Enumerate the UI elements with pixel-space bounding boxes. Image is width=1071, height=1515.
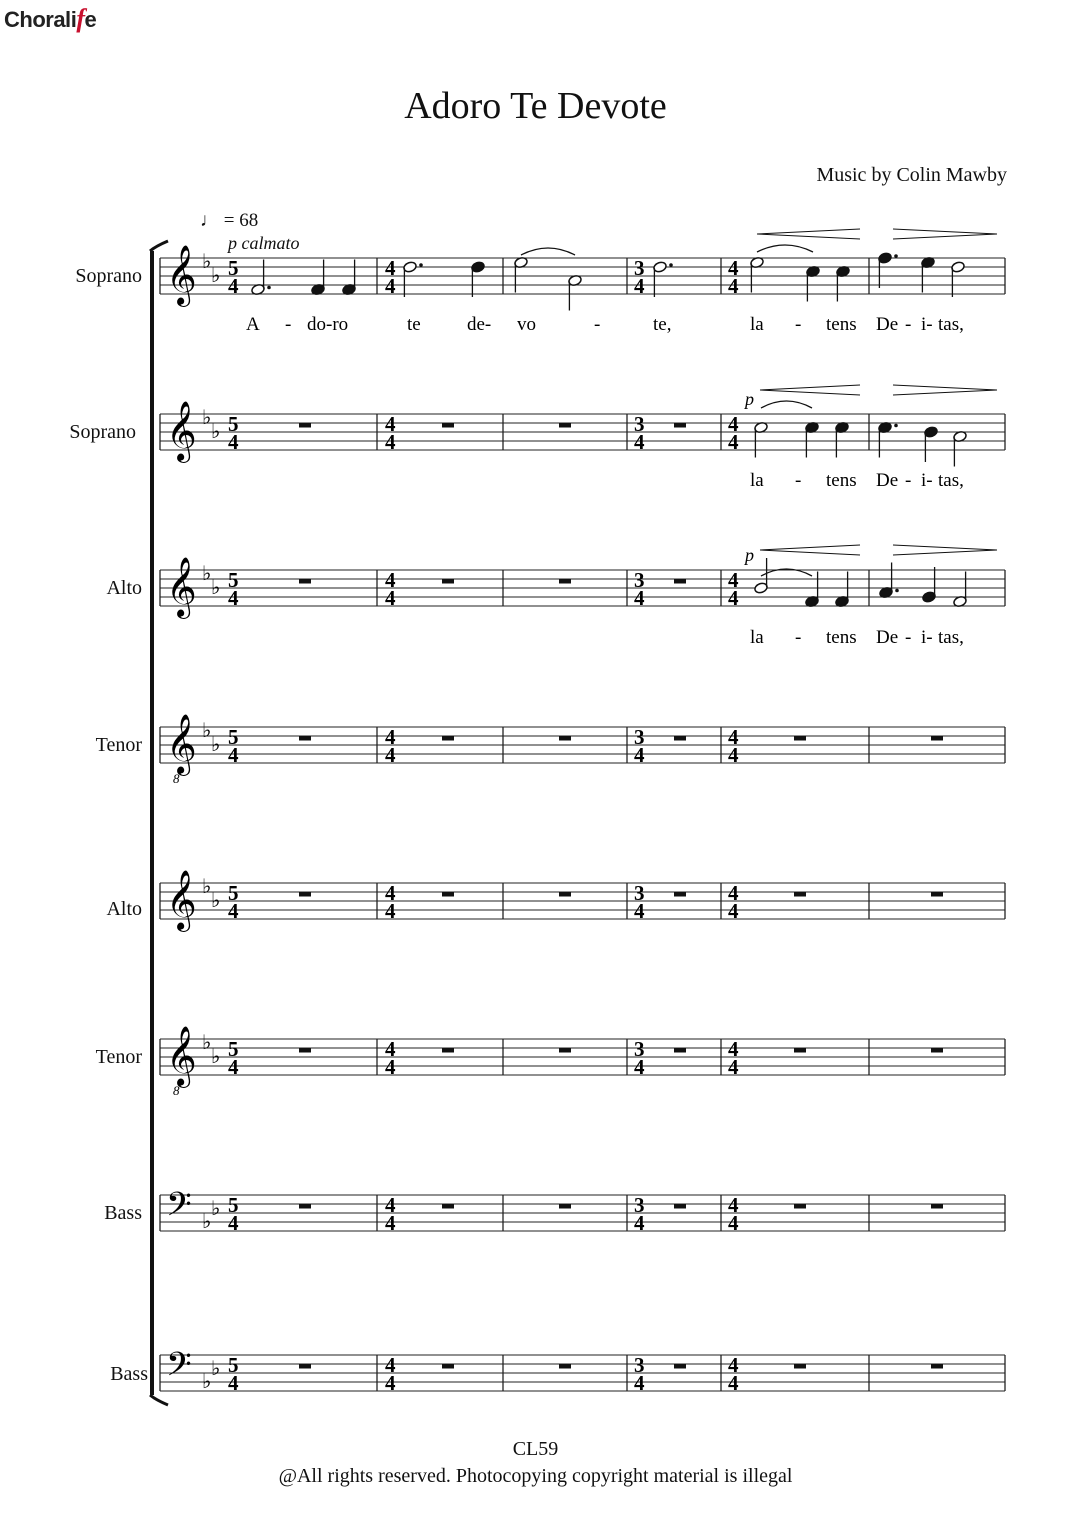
part-name-tenor-1: Tenor — [95, 734, 142, 756]
time-signature-denominator: 4 — [634, 1371, 645, 1395]
time-signature-numerator: 4 — [385, 256, 396, 280]
whole-rest-icon — [299, 892, 311, 897]
note — [750, 256, 765, 292]
note — [879, 563, 899, 599]
score-title: Adoro Te Devote — [404, 85, 667, 127]
note — [754, 558, 769, 594]
lyric-syllable: la — [750, 627, 764, 648]
time-signature-denominator: 4 — [634, 586, 645, 610]
whole-rest-icon — [299, 1204, 311, 1209]
note — [922, 567, 937, 603]
flat-icon: ♭ — [202, 1032, 212, 1054]
flat-icon: ♭ — [211, 265, 221, 287]
lyric-syllable: De — [876, 314, 899, 335]
whole-rest-icon — [559, 1204, 571, 1209]
composer-credit: Music by Colin Mawby — [816, 164, 1007, 186]
note — [311, 260, 326, 296]
lyric-syllable: do-ro — [307, 314, 349, 335]
decrescendo-hairpin — [893, 385, 997, 395]
flat-icon: ♭ — [202, 1211, 212, 1233]
flat-icon: ♭ — [202, 563, 212, 585]
expression-marking: p calmato — [228, 233, 300, 253]
time-signature-numerator: 5 — [228, 256, 239, 280]
bass-clef-icon: 𝄢 — [166, 1186, 192, 1231]
lyric-syllable: tas, — [938, 470, 964, 491]
part-name-alto-1: Alto — [106, 577, 142, 599]
lyric-syllable: De — [876, 470, 899, 491]
lyric-syllable: i- — [921, 314, 933, 335]
note — [342, 260, 357, 296]
note — [878, 252, 898, 288]
time-signature-numerator: 4 — [728, 412, 739, 436]
lyrics-soprano-1 — [246, 314, 964, 335]
time-signature-numerator: 4 — [728, 881, 739, 905]
time-signature-denominator: 4 — [728, 586, 739, 610]
whole-rest-icon — [794, 1048, 806, 1053]
note — [754, 421, 769, 457]
part-name-soprano-1: Soprano — [75, 265, 142, 287]
note — [921, 256, 936, 292]
time-signature-numerator: 4 — [385, 568, 396, 592]
staff — [160, 557, 1005, 619]
tempo-marking: ♩ = 68 — [200, 210, 259, 231]
note — [251, 260, 271, 296]
flat-icon: ♭ — [211, 734, 221, 756]
time-signature-denominator: 4 — [385, 899, 396, 923]
choralife-logo: Choralife — [4, 4, 97, 33]
staff — [160, 1026, 1005, 1098]
whole-rest-icon — [674, 579, 686, 584]
staff — [160, 870, 1005, 932]
whole-rest-icon — [674, 736, 686, 741]
whole-rest-icon — [299, 1048, 311, 1053]
lyric-syllable: i- — [921, 627, 933, 648]
lyric-hyphen: - — [594, 314, 601, 335]
flat-icon: ♭ — [202, 876, 212, 898]
whole-rest-icon — [559, 1048, 571, 1053]
time-signature-denominator: 4 — [228, 743, 239, 767]
note — [805, 572, 820, 608]
time-signature-denominator: 4 — [634, 430, 645, 454]
lyric-hyphen: - — [285, 314, 292, 335]
time-signature-denominator: 4 — [385, 430, 396, 454]
whole-rest-icon — [559, 892, 571, 897]
lyric-syllable: de- — [467, 314, 492, 335]
note — [836, 265, 851, 301]
lyric-syllable: A — [246, 314, 260, 335]
part-name-tenor-2: Tenor — [95, 1046, 142, 1068]
time-signature-denominator: 4 — [634, 1211, 645, 1235]
time-signature-denominator: 4 — [385, 586, 396, 610]
time-signature-numerator: 5 — [228, 1037, 239, 1061]
time-signature-numerator: 5 — [228, 725, 239, 749]
slur — [521, 248, 575, 255]
time-signature-numerator: 5 — [228, 568, 239, 592]
dynamic-marking: p — [745, 389, 754, 409]
crescendo-hairpin — [760, 385, 860, 395]
treble-clef-icon: 𝄞 — [166, 559, 197, 616]
time-signature-denominator: 4 — [385, 743, 396, 767]
bass-clef-icon: 𝄢 — [166, 1346, 192, 1391]
octave-marker: 8 — [173, 771, 180, 786]
time-signature-denominator: 4 — [228, 430, 239, 454]
whole-rest-icon — [794, 1364, 806, 1369]
crescendo-hairpin — [757, 229, 860, 239]
time-signature-numerator: 4 — [385, 1353, 396, 1377]
whole-rest-icon — [931, 736, 943, 741]
note — [953, 430, 968, 466]
whole-rest-icon — [931, 1048, 943, 1053]
lyric-hyphen: - — [905, 314, 912, 335]
lyric-hyphen: - — [795, 470, 802, 491]
whole-rest-icon — [442, 1048, 454, 1053]
lyric-hyphen: - — [795, 627, 802, 648]
part-name-bass-2: Bass — [110, 1363, 148, 1385]
whole-rest-icon — [674, 892, 686, 897]
time-signature-numerator: 5 — [228, 1193, 239, 1217]
treble-clef-icon: 𝄞 — [166, 1028, 197, 1085]
note — [653, 261, 673, 297]
time-signature-numerator: 4 — [385, 1193, 396, 1217]
whole-rest-icon — [674, 1364, 686, 1369]
treble-clef-icon: 𝄞 — [166, 872, 197, 929]
whole-rest-icon — [674, 1048, 686, 1053]
whole-rest-icon — [299, 736, 311, 741]
treble-clef-icon: 𝄞 — [166, 716, 197, 773]
lyric-syllable: te — [407, 314, 421, 335]
lyrics-soprano-2 — [750, 470, 964, 491]
note — [835, 421, 850, 457]
whole-rest-icon — [931, 892, 943, 897]
lyric-syllable: tens — [826, 314, 857, 335]
note — [835, 572, 850, 608]
time-signature-numerator: 4 — [385, 725, 396, 749]
time-signature-numerator: 4 — [385, 881, 396, 905]
crescendo-hairpin — [760, 545, 860, 555]
time-signature-numerator: 5 — [228, 1353, 239, 1377]
octave-marker: 8 — [173, 1083, 180, 1098]
note — [953, 572, 968, 608]
time-signature-numerator: 4 — [728, 1353, 739, 1377]
treble-clef-icon: 𝄞 — [166, 247, 197, 304]
lyric-syllable: la — [750, 314, 764, 335]
whole-rest-icon — [559, 579, 571, 584]
flat-icon: ♭ — [211, 1358, 221, 1380]
dynamic-marking: p — [745, 545, 754, 565]
whole-rest-icon — [442, 1364, 454, 1369]
flat-icon: ♭ — [211, 577, 221, 599]
whole-rest-icon — [299, 1364, 311, 1369]
lyric-syllable: vo — [517, 314, 536, 335]
part-name-bass-1: Bass — [104, 1202, 142, 1224]
flat-icon: ♭ — [202, 1371, 212, 1393]
time-signature-denominator: 4 — [385, 1371, 396, 1395]
whole-rest-icon — [559, 736, 571, 741]
time-signature-numerator: 3 — [634, 1193, 645, 1217]
time-signature-numerator: 3 — [634, 256, 645, 280]
lyric-hyphen: - — [795, 314, 802, 335]
time-signature-denominator: 4 — [728, 1211, 739, 1235]
note — [514, 256, 529, 292]
lyric-syllable: tens — [826, 470, 857, 491]
time-signature-denominator: 4 — [728, 430, 739, 454]
copyright-notice: @All rights reserved. Photocopying copyright material is illegal — [278, 1465, 793, 1487]
lyric-syllable: De — [876, 627, 899, 648]
lyric-syllable: i- — [921, 470, 933, 491]
staff — [160, 714, 1005, 786]
flat-icon: ♭ — [211, 1198, 221, 1220]
staff — [160, 401, 1005, 463]
whole-rest-icon — [442, 579, 454, 584]
time-signature-denominator: 4 — [728, 1371, 739, 1395]
whole-rest-icon — [674, 1204, 686, 1209]
staff — [160, 1186, 1005, 1235]
whole-rest-icon — [794, 892, 806, 897]
time-signature-numerator: 5 — [228, 881, 239, 905]
time-signature-denominator: 4 — [634, 1055, 645, 1079]
whole-rest-icon — [931, 1204, 943, 1209]
lyric-hyphen: - — [905, 470, 912, 491]
time-signature-denominator: 4 — [228, 1371, 239, 1395]
time-signature-numerator: 3 — [634, 412, 645, 436]
time-signature-denominator: 4 — [728, 899, 739, 923]
time-signature-denominator: 4 — [634, 899, 645, 923]
note — [403, 261, 423, 297]
note — [951, 261, 966, 297]
note — [568, 274, 583, 310]
whole-rest-icon — [794, 736, 806, 741]
time-signature-numerator: 4 — [728, 1193, 739, 1217]
time-signature-denominator: 4 — [228, 274, 239, 298]
time-signature-numerator: 4 — [728, 1037, 739, 1061]
lyric-syllable: tas, — [938, 314, 964, 335]
time-signature-denominator: 4 — [728, 274, 739, 298]
whole-rest-icon — [299, 579, 311, 584]
decrescendo-hairpin — [893, 545, 997, 555]
flat-icon: ♭ — [211, 421, 221, 443]
whole-rest-icon — [931, 1364, 943, 1369]
note — [878, 421, 898, 457]
time-signature-denominator: 4 — [228, 1211, 239, 1235]
whole-rest-icon — [442, 736, 454, 741]
note — [805, 421, 820, 457]
treble-clef-icon: 𝄞 — [166, 403, 197, 460]
time-signature-numerator: 3 — [634, 568, 645, 592]
time-signature-numerator: 4 — [728, 256, 739, 280]
staff — [160, 245, 1005, 307]
time-signature-numerator: 5 — [228, 412, 239, 436]
whole-rest-icon — [442, 423, 454, 428]
time-signature-numerator: 3 — [634, 881, 645, 905]
whole-rest-icon — [674, 423, 686, 428]
time-signature-denominator: 4 — [385, 274, 396, 298]
whole-rest-icon — [442, 892, 454, 897]
lyric-syllable: la — [750, 470, 764, 491]
part-name-soprano-2: Soprano — [69, 421, 136, 443]
time-signature-numerator: 3 — [634, 1353, 645, 1377]
staff — [160, 1346, 1005, 1395]
flat-icon: ♭ — [211, 890, 221, 912]
time-signature-numerator: 4 — [385, 1037, 396, 1061]
slur — [757, 245, 813, 252]
flat-icon: ♭ — [211, 1046, 221, 1068]
whole-rest-icon — [559, 1364, 571, 1369]
flat-icon: ♭ — [202, 407, 212, 429]
whole-rest-icon — [299, 423, 311, 428]
time-signature-numerator: 4 — [728, 568, 739, 592]
time-signature-numerator: 3 — [634, 725, 645, 749]
time-signature-denominator: 4 — [385, 1211, 396, 1235]
time-signature-numerator: 3 — [634, 1037, 645, 1061]
time-signature-denominator: 4 — [228, 586, 239, 610]
time-signature-denominator: 4 — [228, 1055, 239, 1079]
part-name-alto-2: Alto — [106, 898, 142, 920]
lyrics-alto-1 — [750, 627, 964, 648]
lyric-hyphen: - — [905, 627, 912, 648]
time-signature-numerator: 4 — [385, 412, 396, 436]
lyric-syllable: tas, — [938, 627, 964, 648]
time-signature-denominator: 4 — [634, 743, 645, 767]
note — [806, 265, 821, 301]
time-signature-denominator: 4 — [634, 274, 645, 298]
flat-icon: ♭ — [202, 720, 212, 742]
whole-rest-icon — [442, 1204, 454, 1209]
time-signature-numerator: 4 — [728, 725, 739, 749]
whole-rest-icon — [794, 1204, 806, 1209]
time-signature-denominator: 4 — [728, 743, 739, 767]
note — [471, 261, 486, 297]
decrescendo-hairpin — [893, 229, 997, 239]
time-signature-denominator: 4 — [728, 1055, 739, 1079]
time-signature-denominator: 4 — [385, 1055, 396, 1079]
flat-icon: ♭ — [202, 251, 212, 273]
lyric-syllable: tens — [826, 627, 857, 648]
time-signature-denominator: 4 — [228, 899, 239, 923]
catalog-code: CL59 — [512, 1438, 559, 1460]
slur — [761, 401, 812, 408]
note — [924, 426, 939, 462]
lyric-syllable: te, — [653, 314, 672, 335]
whole-rest-icon — [559, 423, 571, 428]
